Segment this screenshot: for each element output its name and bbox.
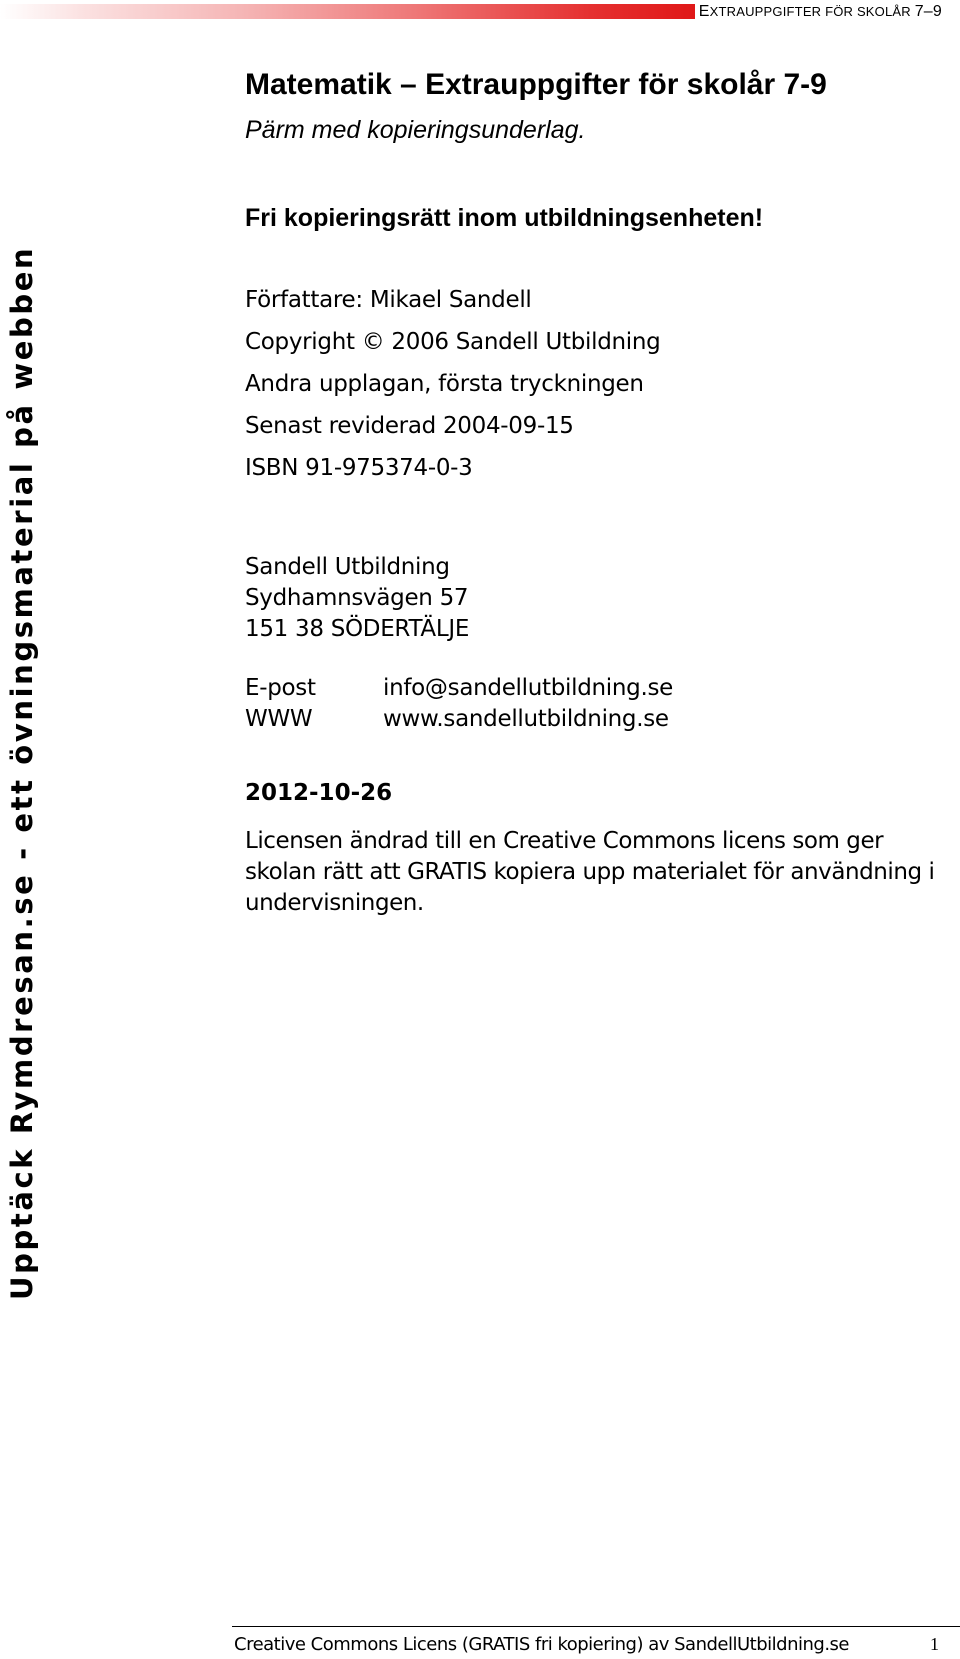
www-row	[245, 706, 669, 732]
isbn-line: ISBN 91-975374-0-3	[245, 455, 473, 481]
footer-license-text: Creative Commons Licens (GRATIS fri kopiering) av SandellUtbildning.se	[234, 1634, 849, 1655]
email-row	[245, 675, 673, 701]
www-label: WWW	[245, 706, 313, 732]
update-date: 2012-10-26	[245, 780, 393, 806]
publisher-address	[245, 552, 469, 645]
author-line: Författare: Mikael Sandell	[245, 287, 532, 313]
header-gradient-bar	[0, 4, 695, 19]
email-link[interactable]: info@sandellutbildning.se	[383, 675, 673, 701]
page-subtitle: Pärm med kopieringsunderlag.	[245, 116, 586, 144]
publisher-street: Sydhamnsvägen 57	[245, 585, 469, 611]
edition-line: Andra upplagan, första tryckningen	[245, 371, 644, 397]
www-link[interactable]: www.sandellutbildning.se	[383, 706, 669, 732]
running-header-smallcaps: XTRAUPPGIFTER FÖR SKOLÅR	[709, 4, 915, 19]
publisher-name: Sandell Utbildning	[245, 554, 450, 580]
email-label: E-post	[245, 675, 316, 701]
running-header-initial: E	[698, 3, 710, 20]
footer-divider	[232, 1626, 960, 1627]
page-title: Matematik – Extrauppgifter för skolår 7-9	[245, 68, 827, 101]
running-header	[699, 3, 942, 21]
vertical-promo-text: Upptäck Rymdresan.se - ett övningsmaterial på webben	[5, 245, 39, 1300]
revised-line: Senast reviderad 2004-09-15	[245, 413, 574, 439]
publisher-city: 151 38 SÖDERTÄLJE	[245, 616, 470, 642]
license-paragraph: Licensen ändrad till en Creative Commons licens som ger skolan rätt att GRATIS kopiera upp materialet för användning i undervisningen.	[245, 828, 935, 916]
copy-rights-notice: Fri kopieringsrätt inom utbildningsenheten!	[245, 204, 764, 232]
copyright-line: Copyright © 2006 Sandell Utbildning	[245, 329, 661, 355]
page-number: 1	[930, 1634, 939, 1654]
running-header-range: 7–9	[914, 3, 942, 20]
